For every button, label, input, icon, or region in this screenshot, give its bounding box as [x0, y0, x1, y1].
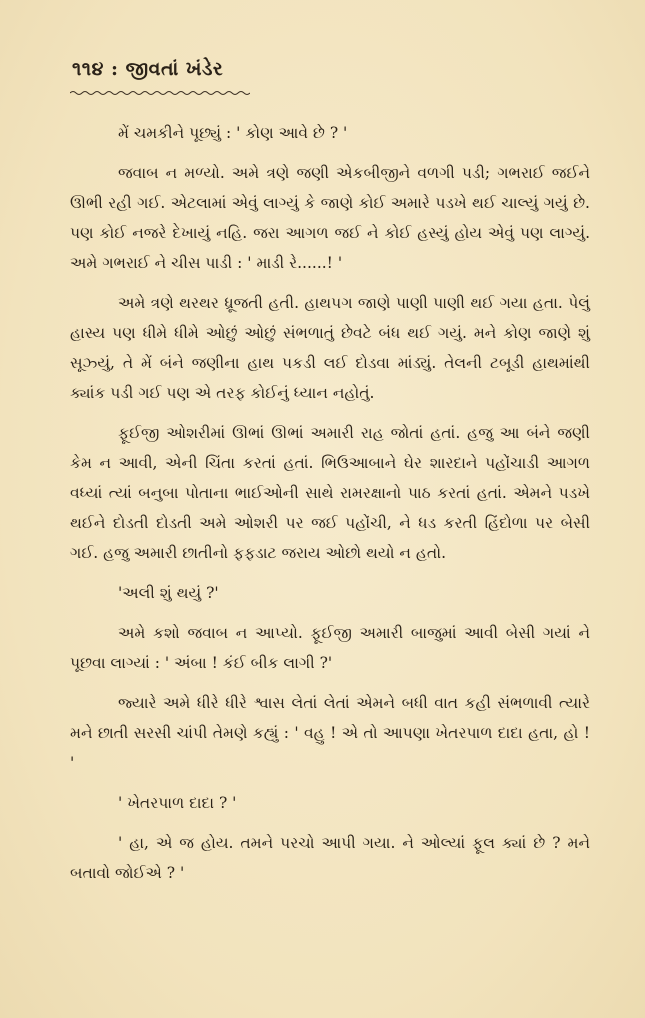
paragraph: અમે ત્રણે થરથર ધ્રૂજતી હતી. હાથપગ જાણે પાણી પાણી થઈ ગયા હતા. પેલું હાસ્ય પણ ધીમે ધીમે ઓછું ઓછું સંભળાતું છેવટે બંધ થઈ ગયું. મને કોણ જાણે શું સૂઝ્યું, તે મેં બંને જણીના હાથ પકડી લઈ દોડવા માંડ્યું. તેલની ટબૂડી હાથમાંથી ક્યાંક પડી ગઈ પણ એ તરફ કોઈનું ધ્યાન નહોતું. [70, 294, 590, 402]
paragraph: મેં ચમકીને પૂછ્યું : ' કોણ આવે છે ? ' [118, 124, 348, 142]
header-wavy-rule [70, 90, 250, 96]
paragraph: અમે કશો જવાબ ન આપ્યો. ફૂઈજી અમારી બાજુમાં આવી બેસી ગયાં ને પૂછવા લાગ્યાં : ' અંબા ! કંઈ બીક લાગી ?' [70, 624, 590, 672]
paragraph: 'અલી શું થયું ?' [118, 584, 219, 602]
paragraph: જવાબ ન મળ્યો. અમે ત્રણે જણી એકબીજીને વળગી પડી; ગભરાઈ જઈને ઊભી રહી ગઈ. એટલામાં એવું લાગ્યું કે જાણે કોઈ અમારે પડખે થઈ ચાલ્યું ગયું છે. પણ કોઈ નજરે દેખાયું નહિ. જરા આગળ જઈ ને કોઈ હસ્યું હોય એવું પણ લાગ્યું. અમે ગભરાઈ ને ચીસ પાડી : ' માડી રે......! ' [70, 164, 590, 272]
paragraph: ફૂઈજી ઓશરીમાં ઊભાં ઊભાં અમારી રાહ જોતાં હતાં. હજુ આ બંને જણી કેમ ન આવી, એની ચિંતા કરતાં હતાં. ભિઉઆબાને ઘેર શારદાને પહોંચાડી આગળ વધ્યાં ત્યાં બનુબા પોતાના ભાઈઓની સાથે રામરક્ષાનો પાઠ કરતાં હતાં. એમને પડખે થઈને દોડતી દોડતી અમે ઓશરી પર જઈ પહોંચી, ને ધડ કરતી હિંદોળા પર બેસી ગઈ. હજુ અમારી છાતીનો ફફડાટ જરાય ઓછો થયો ન હતો. [70, 424, 590, 562]
paragraph: ' ખેતરપાળ દાદા ? ' [118, 794, 237, 812]
body-text [70, 118, 590, 898]
paragraph: જ્યારે અમે ધીરે ધીરે શ્વાસ લેતાં લેતાં એમને બધી વાત કહી સંભળાવી ત્યારે મને છાતી સરસી ચાંપી તેમણે કહ્યું : ' વહુ ! એ તો આપણા ખેતરપાળ દાદા હતા, હો ! ' [70, 694, 590, 772]
page-header: ૧૧૪ : જીવતાં ખંડેર [72, 58, 224, 80]
paragraph: ' હા, એ જ હોય. તમને પરચો આપી ગયા. ને ઓલ્યાં ફૂલ ક્યાં છે ? મને બતાવો જોઈએ ? ' [70, 834, 590, 882]
